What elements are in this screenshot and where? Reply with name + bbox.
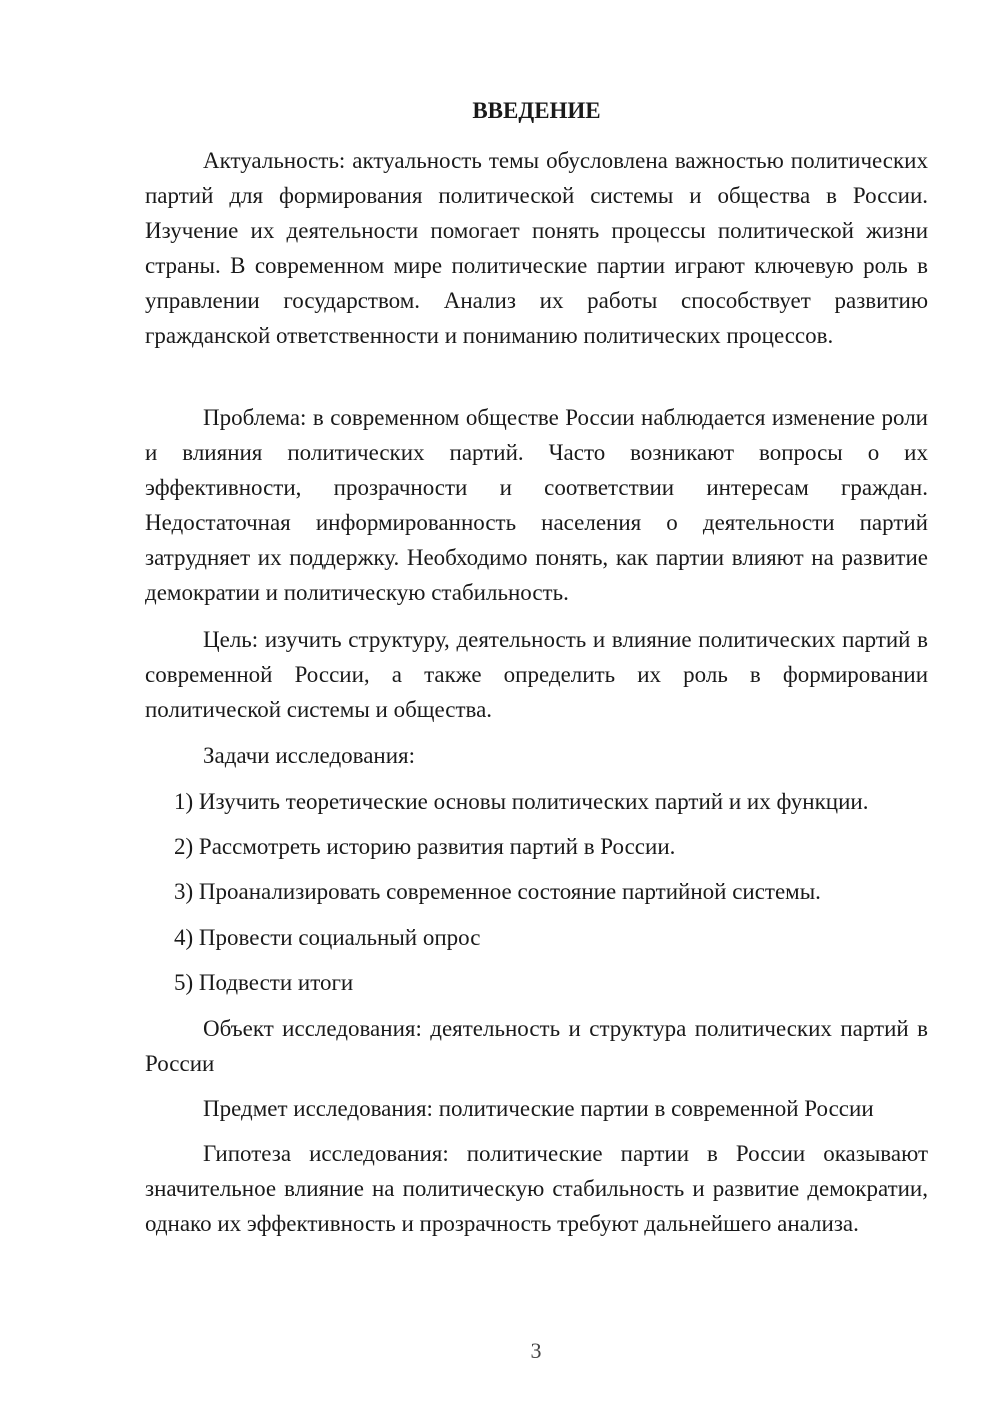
task-item-1: 1) Изучить теоретические основы политических партий и их функции.	[174, 789, 869, 814]
task-item-3: 3) Проанализировать современное состояние партийной системы.	[174, 879, 821, 904]
tasks-heading: Задачи исследования:	[203, 743, 416, 768]
section-title: ВВЕДЕНИЕ	[472, 98, 601, 123]
task-item-4: 4) Провести социальный опрос	[174, 925, 481, 950]
page-number: 3	[530, 1338, 542, 1363]
task-item-2: 2) Рассмотреть историю развития партий в России.	[174, 834, 676, 859]
hypothesis-paragraph: Гипотеза исследования: политические партии в России оказывают значительное влияние на политическую стабильность и развитие демократии, однако их эффективность и прозрачность требуют дальнейшего анализа.	[145, 1141, 928, 1236]
task-item-5: 5) Подвести итоги	[174, 970, 354, 995]
problem-paragraph: Проблема: в современном обществе России наблюдается изменение роли и влияния политических партий. Часто возникают вопросы о их эффективности, прозрачности и соответствии интересам граждан. Недостаточная информированность населения о деятельности партий затрудняет их поддержку. Необходимо понять, как партии влияют на развитие демократии и политическую стабильность.	[145, 405, 928, 605]
goal-paragraph: Цель: изучить структуру, деятельность и влияние политических партий в современной России, а также определить их роль в формировании политической системы и общества.	[145, 627, 928, 722]
relevance-paragraph: Актуальность: актуальность темы обусловлена важностью политических партий для формирования политической системы и общества в России. Изучение их деятельности помогает понять процессы политической жизни страны. В современном мире политические партии играют ключевую роль в управлении государством. Анализ их работы способствует развитию гражданской ответственности и пониманию политических процессов.	[145, 148, 928, 348]
subject-paragraph: Предмет исследования: политические партии в современной России	[203, 1096, 874, 1121]
object-paragraph: Объект исследования: деятельность и структура политических партий в России	[145, 1016, 928, 1076]
